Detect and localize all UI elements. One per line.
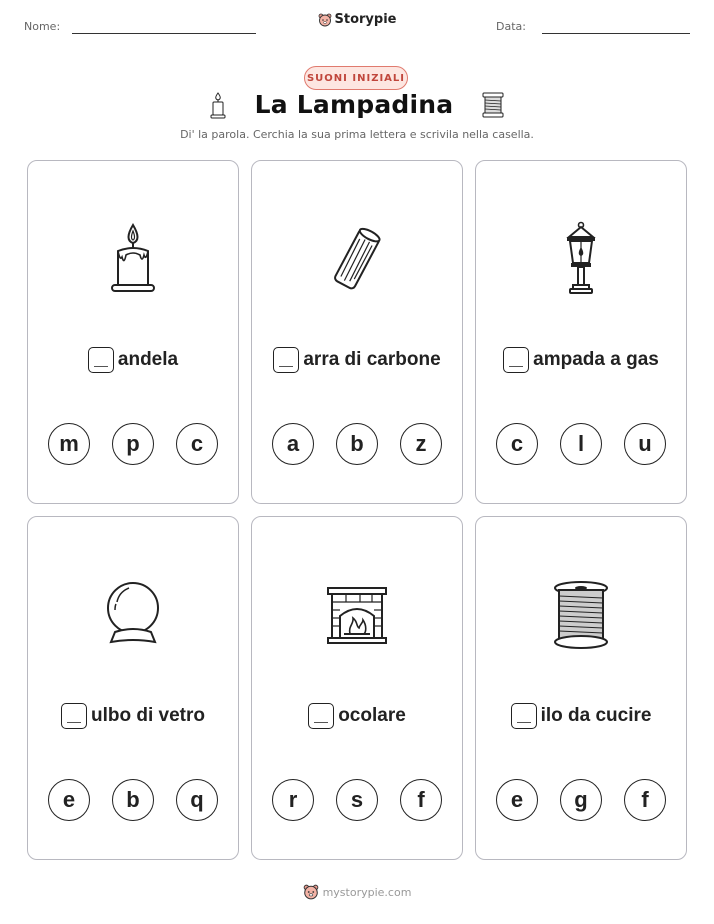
answer-box[interactable] bbox=[503, 347, 529, 373]
answer-box[interactable] bbox=[308, 703, 334, 729]
letter-option[interactable]: g bbox=[560, 779, 602, 821]
letter-option[interactable]: f bbox=[400, 779, 442, 821]
log-icon bbox=[329, 224, 385, 294]
letter-option[interactable]: p bbox=[112, 423, 154, 465]
answer-box[interactable] bbox=[88, 347, 114, 373]
letter-option[interactable]: e bbox=[496, 779, 538, 821]
letter-option[interactable]: l bbox=[560, 423, 602, 465]
answer-box[interactable] bbox=[61, 703, 87, 729]
letter-option[interactable]: c bbox=[176, 423, 218, 465]
card-sbarra-di-carbone bbox=[251, 160, 463, 504]
letter-option[interactable]: m bbox=[48, 423, 90, 465]
footer-url[interactable]: mystorypie.com bbox=[322, 885, 412, 899]
word-text: andela bbox=[117, 349, 179, 370]
instructions: Di' la parola. Cerchia la sua prima lettera e scrivila nella casella. bbox=[180, 128, 534, 141]
thread-spool-icon bbox=[553, 580, 609, 650]
letter-option[interactable]: f bbox=[624, 779, 666, 821]
letter-option[interactable]: z bbox=[400, 423, 442, 465]
letter-option[interactable]: b bbox=[112, 779, 154, 821]
letter-option[interactable]: e bbox=[48, 779, 90, 821]
letter-option[interactable]: c bbox=[496, 423, 538, 465]
word-text: ocolare bbox=[338, 705, 406, 726]
card-lampada-a-gas bbox=[475, 160, 687, 504]
candle-icon bbox=[108, 221, 158, 297]
card-filo-da-cucire bbox=[475, 516, 687, 860]
word-text: arra di carbone bbox=[303, 349, 441, 370]
page-title: La Lampadina bbox=[254, 90, 454, 119]
letter-option[interactable]: q bbox=[176, 779, 218, 821]
letter-option[interactable]: r bbox=[272, 779, 314, 821]
candle-icon bbox=[209, 91, 227, 119]
word-text: ilo da cucire bbox=[540, 705, 652, 726]
topic-badge: SUONI INIZIALI bbox=[304, 66, 408, 90]
card-bulbo-di-vetro bbox=[27, 516, 239, 860]
name-line[interactable] bbox=[72, 33, 256, 34]
thread-spool-icon bbox=[481, 91, 505, 119]
date-line[interactable] bbox=[542, 33, 690, 34]
storypie-bear-icon bbox=[303, 884, 319, 900]
date-label: Data: bbox=[496, 20, 526, 33]
glass-ball-icon bbox=[103, 580, 163, 650]
gas-lamp-icon bbox=[561, 221, 601, 297]
answer-box[interactable] bbox=[511, 703, 537, 729]
letter-option[interactable]: b bbox=[336, 423, 378, 465]
card-candela bbox=[27, 160, 239, 504]
brand-logo bbox=[0, 12, 714, 32]
storypie-bear-icon bbox=[318, 13, 332, 27]
letter-option[interactable]: s bbox=[336, 779, 378, 821]
word-text: ulbo di vetro bbox=[91, 705, 205, 726]
letter-option[interactable]: u bbox=[624, 423, 666, 465]
brand-name: Storypie bbox=[334, 12, 397, 27]
word-text: ampada a gas bbox=[533, 349, 659, 370]
answer-box[interactable] bbox=[273, 347, 299, 373]
fireplace-icon bbox=[326, 584, 388, 646]
letter-option[interactable]: a bbox=[272, 423, 314, 465]
name-label: Nome: bbox=[24, 20, 61, 33]
card-focolare bbox=[251, 516, 463, 860]
